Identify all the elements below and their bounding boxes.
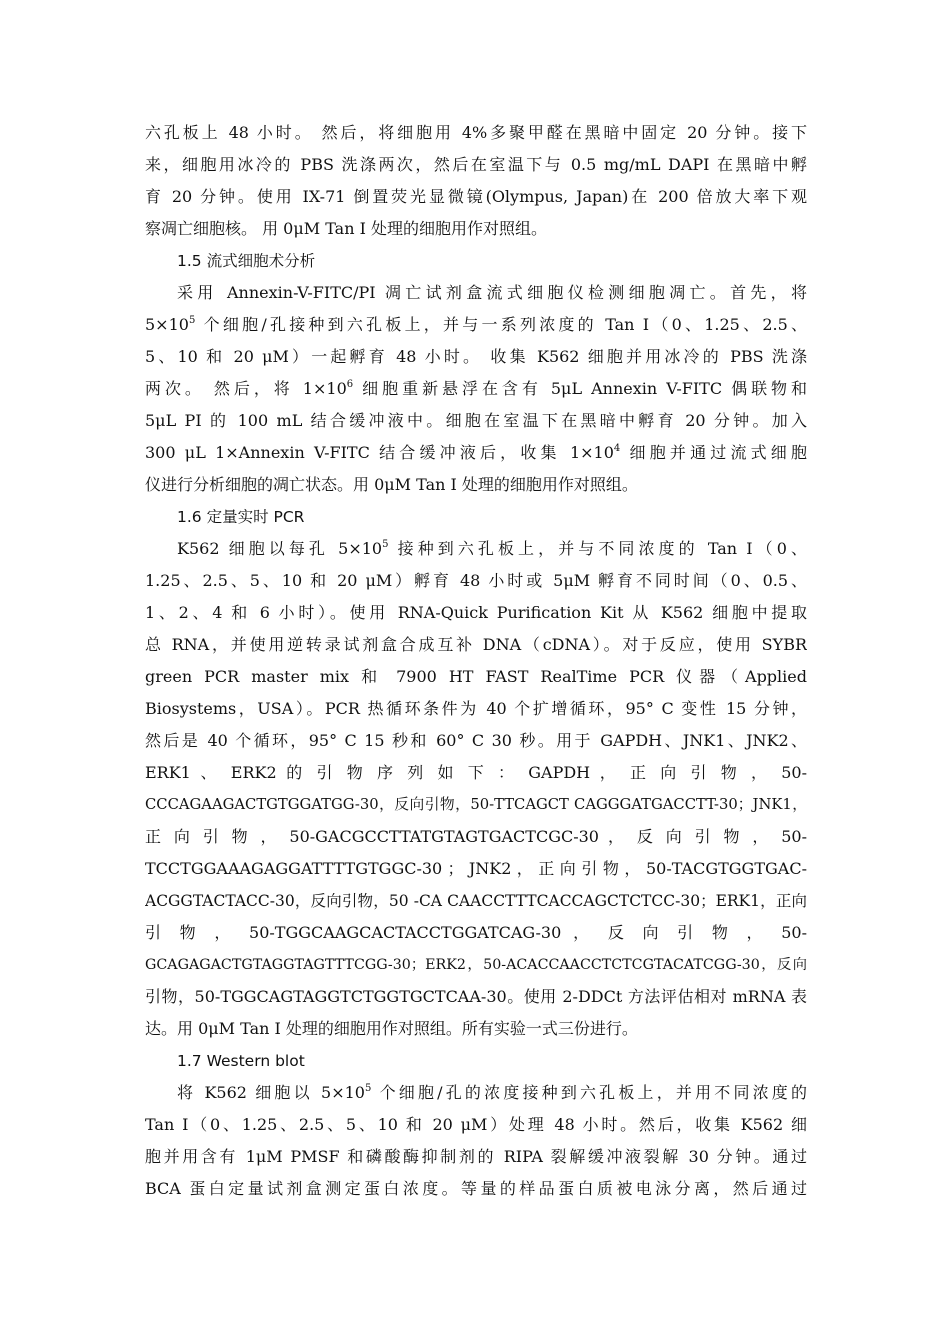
superscript: 5 <box>382 539 389 550</box>
text-line: 5、10 和 20 μM）一起孵育 48 小时。 收集 K562 细胞并用冰冷的 PBS 洗涤 <box>145 347 807 366</box>
section-1-6-paragraph <box>145 533 807 1045</box>
text-line: 胞并用含有 1μM PMSF 和磷酸酶抑制剂的 RIPA 裂解缓冲液裂解 30 分钟。通过 <box>145 1147 807 1166</box>
text-line: Tan I（0、1.25、2.5、5、10 和 20 μM）处理 48 小时。然后，收集 K562 细 <box>145 1115 807 1134</box>
text-run: K562 细胞以每孔 5×10 <box>177 539 383 558</box>
text-line: 察凋亡细胞核。 用 0μM Tan I 处理的细胞用作对照组。 <box>145 219 547 238</box>
text-line: 5μL PI 的 100 mL 结合缓冲液中。细胞在室温下在黑暗中孵育 20 分钟。加入 <box>145 411 807 430</box>
text-line: 正 向 引 物 ， 50-GACGCCTTATGTAGTGACTCGC-30 ， 反 向 引 物 ， 50- <box>145 827 807 846</box>
section-heading-1-5: 1.5 流式细胞术分析 <box>177 252 316 270</box>
text-line <box>145 437 807 469</box>
text-line: 引物，50-TGGCAGTAGGTCTGGTGCTCAA-30。使用 2-DDCt 方法评估相对 mRNA 表 <box>145 987 807 1006</box>
superscript: 5 <box>364 1083 372 1094</box>
section-heading-1-6: 1.6 定量实时 PCR <box>177 508 305 526</box>
text-line: green PCR master mix 和 7900 HT FAST RealTime PCR 仪器（Applied <box>145 667 807 686</box>
text-run: 将 K562 细胞以 5×10 <box>177 1083 365 1102</box>
text-line: 采用 Annexin-V-FITC/PI 凋亡试剂盒流式细胞仪检测细胞凋亡。首先，将 <box>177 283 807 302</box>
text-line: GCAGAGACTGTAGGTAGTTTCGG-30；ERK2，50-ACACCAACCTCTCGTACATCGG-30，反向 <box>145 957 807 973</box>
text-line: 育 20 分钟。使用 IX-71 倒置荧光显微镜(Olympus, Japan)在 200 倍放大率下观 <box>145 187 807 206</box>
text-line: Biosystems，USA）。PCR 热循环条件为 40 个扩增循环，95° C 变性 15 分钟， <box>145 699 807 718</box>
text-line: 1、2、4 和 6 小时）。使用 RNA-Quick Purification Kit 从 K562 细胞中提取 <box>145 603 807 622</box>
text-run: 个细胞/孔的浓度接种到六孔板上，并用不同浓度的 <box>371 1083 807 1102</box>
section-heading-1-7: 1.7 Western blot <box>177 1052 305 1070</box>
text-line: TCCTGGAAAGAGGATTTTGTGGC-30 ； JNK2 ， 正 向 引 物 ， 50-TACGTGGTGAC- <box>145 859 807 878</box>
text-run: 细胞重新悬浮在含有 5μL Annexin V-FITC 偶联物和 <box>353 379 807 398</box>
text-line: 总 RNA，并使用逆转录试剂盒合成互补 DNA（cDNA）。对于反应，使用 SYBR <box>145 635 807 654</box>
text-line: BCA 蛋白定量试剂盒测定蛋白浓度。等量的样品蛋白质被电泳分离，然后通过 <box>145 1179 807 1198</box>
text-line <box>145 1077 807 1109</box>
text-line: 1.25、2.5、5、10 和 20 μM）孵育 48 小时或 5μM 孵育不同时间（0、0.5、 <box>145 571 807 590</box>
text-line <box>145 533 807 565</box>
text-line: ACGGTACTACC-30，反向引物，50 -CA CAACCTTTCACCAGCTCTCC-30；ERK1，正向 <box>145 892 807 910</box>
text-line <box>145 373 807 405</box>
superscript: 4 <box>613 443 621 454</box>
text-line: CCCAGAAGACTGTGGATGG-30，反向引物，50-TTCAGCT CAGGGATGACCTT-30；JNK1， <box>145 796 807 813</box>
text-line: ERK1 、 ERK2 的 引 物 序 列 如 下 ： GAPDH ， 正 向 引 物 ， 50- <box>145 763 807 782</box>
text-run: 细胞并通过流式细胞 <box>620 443 807 462</box>
text-line: 仪进行分析细胞的凋亡状态。用 0μM Tan I 处理的细胞用作对照组。 <box>145 475 638 494</box>
text-line: 来，细胞用冰冷的 PBS 洗涤两次，然后在室温下与 0.5 mg/mL DAPI 在黑暗中孵 <box>145 155 807 174</box>
text-run: 个细胞/孔接种到六孔板上，并与一系列浓度的 Tan I（0、1.25、2.5、 <box>195 315 807 334</box>
intro-paragraph <box>145 117 807 245</box>
superscript: 5 <box>188 315 196 326</box>
text-line <box>145 309 807 341</box>
document-page <box>145 117 807 1205</box>
text-run: 接种到六孔板上，并与不同浓度的 Tan I（0、 <box>388 539 807 558</box>
text-run: 5×10 <box>145 315 189 334</box>
superscript: 6 <box>346 379 354 390</box>
text-run: 300 μL 1×Annexin V-FITC 结合缓冲液后，收集 1×10 <box>145 443 614 462</box>
text-line: 引 物 ， 50-TGGCAAGCACTACCTGGATCAG-30 ， 反 向 引 物 ， 50- <box>145 923 807 942</box>
section-1-7-paragraph <box>145 1077 807 1205</box>
text-run: 两次。 然后，将 1×10 <box>145 379 347 398</box>
text-line: 达。用 0μM Tan I 处理的细胞用作对照组。所有实验一式三份进行。 <box>145 1019 638 1038</box>
text-line: 然后是 40 个循环，95° C 15 秒和 60° C 30 秒。用于 GAPDH、JNK1、JNK2、 <box>145 731 807 750</box>
section-1-5-paragraph <box>145 277 807 501</box>
text-line: 六孔板上 48 小时。 然后，将细胞用 4%多聚甲醛在黑暗中固定 20 分钟。接下 <box>145 123 807 142</box>
